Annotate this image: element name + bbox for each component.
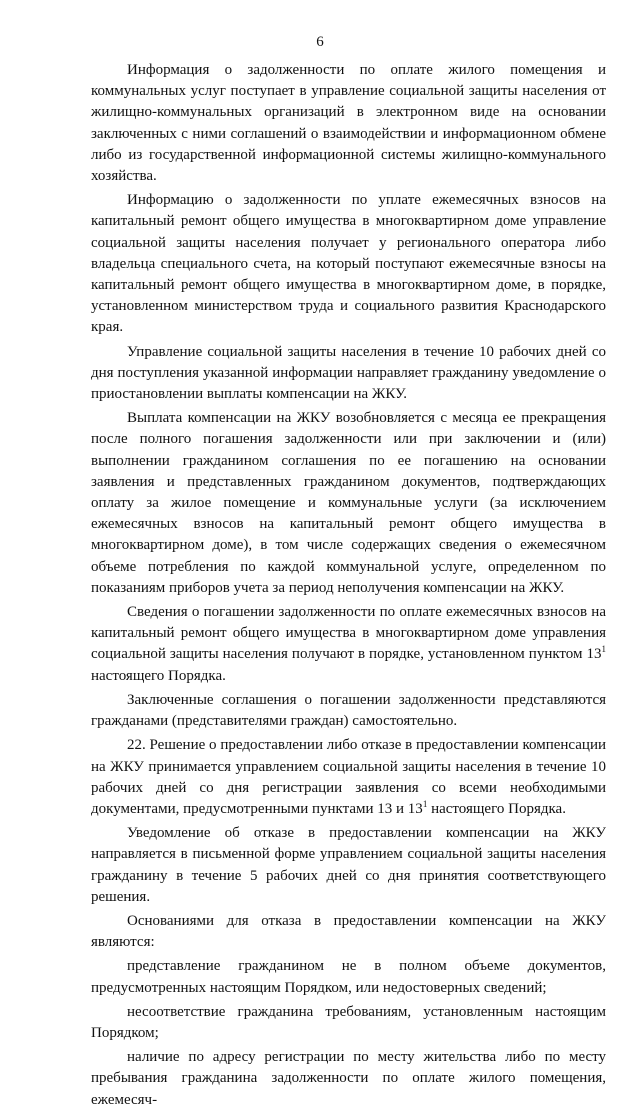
page-number: 6: [316, 34, 324, 50]
list-item: несоответствие гражданина требованиям, установленным настоящим Порядком;: [91, 1003, 606, 1041]
paragraph: Управление социальной защиты населения в течение 10 рабочих дней со дня поступления указанной информации направляет гражданину уведомление о приостановлении выплаты компенсации на ЖКУ.: [91, 343, 606, 403]
paragraph: Информация о задолженности по оплате жилого помещения и коммунальных услуг поступает в управление социальной защиты населения от жилищно-коммунальных организаций в электронном виде на основании заключенных с ними соглашений о взаимодействии и информационном обмене либо из государственной информационной системы жилищно-коммунального хозяйства.: [91, 62, 606, 185]
paragraph-text: настоящего Порядка.: [91, 667, 226, 684]
superscript: 1: [601, 644, 606, 655]
paragraph: Основаниями для отказа в предоставлении компенсации на ЖКУ являются:: [91, 912, 606, 951]
paragraph-text: 22. Решение о предоставлении либо отказе в предоставлении компенсации на ЖКУ принимается управлением социальной защиты населения в течение 10 рабочих дней со дня регистрации заявления со всеми необходимыми документами, предусмотренными пунктами 13 и 13: [91, 737, 606, 817]
paragraph: Уведомление об отказе в предоставлении компенсации на ЖКУ направляется в письменной форме управлением социальной защиты населения гражданину в течение 5 рабочих дней со дня принятия соответствующего решения.: [91, 825, 606, 905]
list-item: представление гражданином не в полном объеме документов, предусмотренных настоящим Порядком, или недостоверных сведений;: [91, 958, 606, 996]
superscript: 1: [422, 798, 428, 809]
paragraph: [91, 735, 606, 820]
paragraph: Выплата компенсации на ЖКУ возобновляется с месяца ее прекращения после полного погашения задолженности или при заключении и (или) выполнении гражданином соглашения по ее погашению на основании заявления и представленных гражданином документов, подтверждающих оплату за жилое помещение и коммунальные услуги (за исключением ежемесячных взносов на капитальный ремонт общего имущества в многоквартирном доме), в том числе содержащих сведения о ежемесячном объеме потребления по каждой коммунальной услуге, определенном по показаниям приборов учета за период неполучения компенсации на ЖКУ.: [91, 410, 606, 596]
paragraph: Информацию о задолженности по уплате ежемесячных взносов на капитальный ремонт общего имущества в многоквартирном доме управление социальной защиты населения получает у регионального оператора либо владельца специального счета, на который поступают ежемесячные взносы на капитальный ремонт общего имущества в многоквартирном доме, в порядке, установленном министерством труда и социального развития Краснодарского края.: [91, 192, 606, 336]
list-item: наличие по адресу регистрации по месту жительства либо по месту пребывания гражданина задолженности по оплате жилого помещения, ежемесяч-: [91, 1049, 606, 1108]
paragraph-text: настоящего Порядка.: [427, 800, 566, 817]
document-body: [91, 60, 606, 1111]
paragraph-text: Сведения о погашении задолженности по оплате ежемесячных взносов на капитальный ремонт общего имущества в многоквартирном доме управления социальной защиты населения получают в порядке, установленном пунктом 13: [91, 604, 606, 663]
paragraph: Заключенные соглашения о погашении задолженности представляются гражданами (представителями граждан) самостоятельно.: [91, 691, 606, 730]
paragraph: [91, 602, 606, 687]
